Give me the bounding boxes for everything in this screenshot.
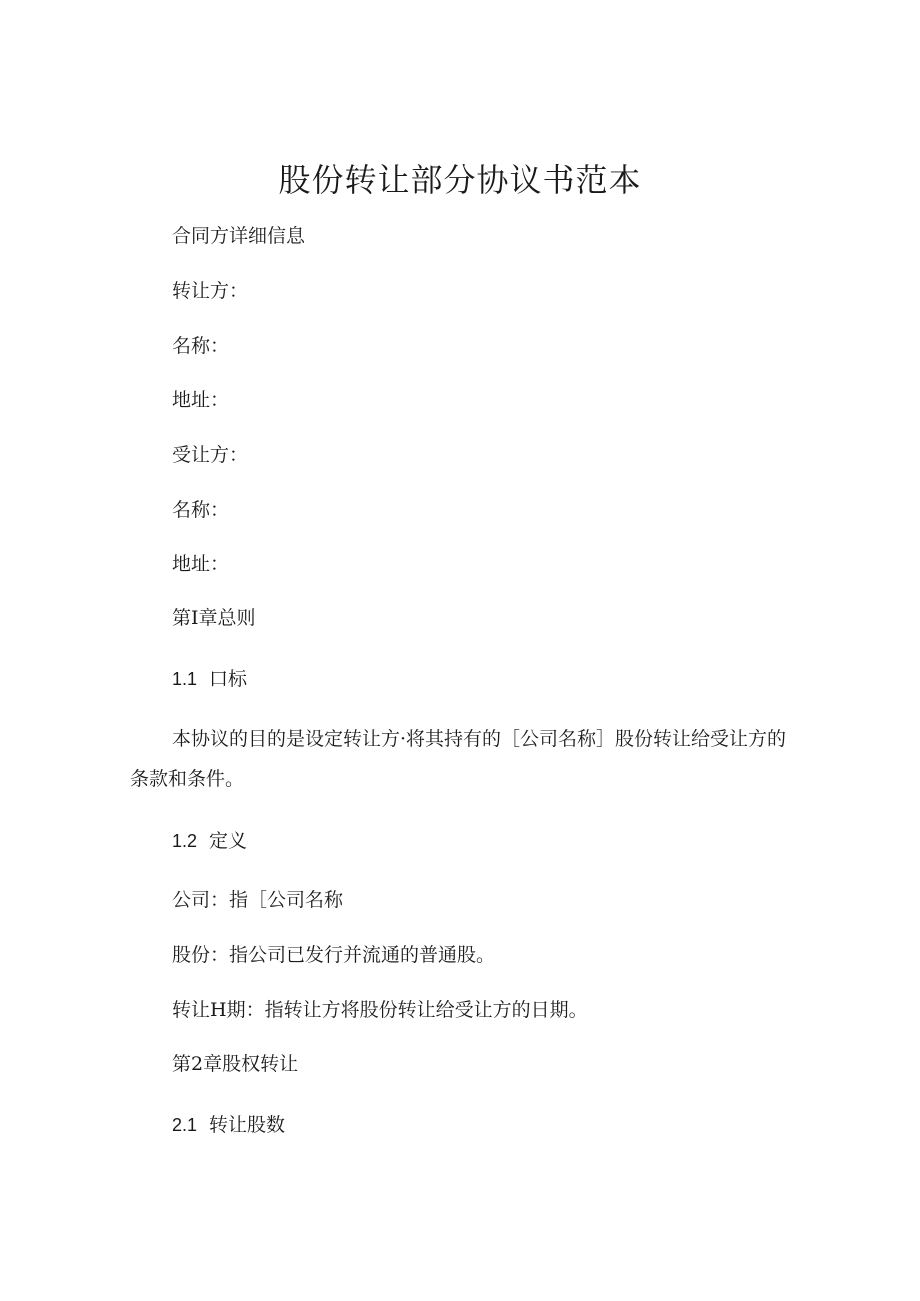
section-1-2-heading [172,828,247,854]
section-title: 口标 [209,668,248,690]
transferor-address-field: 地址： [172,389,230,411]
section-2-1-heading [172,1112,285,1138]
section-title: 定义 [209,830,248,852]
section-1-1-heading [172,666,247,692]
transferor-label: 转让方： [172,280,249,302]
transferor-name-field: 名称： [172,335,230,357]
chapter-2-heading: 第2章股权转让 [172,1053,299,1075]
transferee-label: 受让方： [172,444,249,466]
section-title: 转让股数 [209,1114,286,1136]
document-title: 股份转让部分协议书范本 [278,161,642,199]
definition-company: 公司：指［公司名称 [172,889,344,911]
party-heading: 合同方详细信息 [172,225,306,247]
definition-transfer-date: 转让H期：指转让方将股份转让给受让方的日期。 [172,999,588,1021]
transferee-name-field: 名称： [172,499,230,521]
definition-shares: 股份：指公司已发行并流通的普通股。 [172,944,496,966]
section-number: 2.1 [172,1115,198,1135]
section-number: 1.2 [172,831,198,851]
transferee-address-field: 地址： [172,553,230,575]
section-number: 1.1 [172,669,198,689]
section-1-1-body: 本协议的目的是设定转让方·将其持有的［公司名称］股份转让给受让方的条款和条件。 [130,728,787,790]
chapter-1-heading: 第I章总则 [172,607,256,629]
